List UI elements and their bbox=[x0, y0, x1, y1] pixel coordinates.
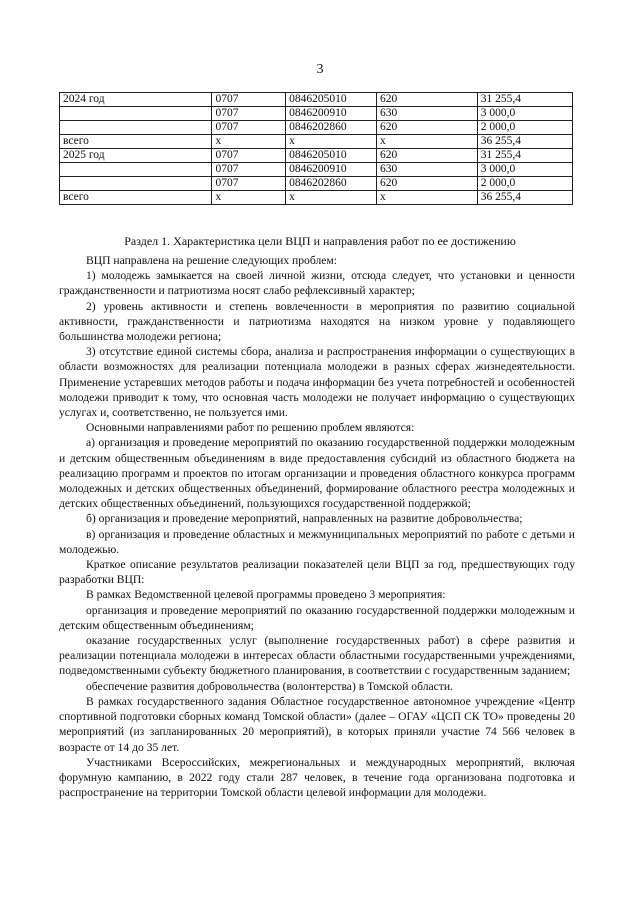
table-cell: 620 bbox=[376, 149, 477, 163]
table-cell: 2 000,0 bbox=[477, 177, 572, 191]
table-row bbox=[60, 121, 573, 135]
paragraph: Краткое описание результатов реализации показателей цели ВЦП за год, предшествующих году разработки ВЦП: bbox=[59, 558, 575, 587]
table-cell: х bbox=[376, 135, 477, 149]
table-cell: 0707 bbox=[212, 121, 286, 135]
table-cell: 0846202860 bbox=[286, 121, 377, 135]
table-cell bbox=[60, 107, 212, 121]
table-cell: х bbox=[212, 135, 286, 149]
paragraph: ВЦП направлена на решение следующих проблем: bbox=[86, 254, 337, 267]
table-row bbox=[60, 107, 573, 121]
paragraph: оказание государственных услуг (выполнение государственных работ) в сфере развития и реализации потенциала молодежи в интересах области областными государственными учреждениями, подведомственными субъекту бюджетного планирования, в соответствии с государственным заданием; bbox=[59, 634, 575, 678]
paragraph: Участниками Всероссийских, межрегиональных и международных мероприятий, включая форумную кампанию, в 2022 году стали 287 человек, в течение года организована подготовка и распространение на территории Томской области целевой информации для молодежи. bbox=[59, 755, 575, 800]
paragraph: 3) отсутствие единой системы сбора, анализа и распространения информации о существующих в области возможностях для реализации потенциала молодежи в разных сферах жизнедеятельности. Применение устаревших методов работы и подача информации без учета потребностей и особенностей молодежи приводит к тому, что основная часть молодежи не получает информацию о существующих услугах и, соответственно, не пользуется ими. bbox=[59, 345, 575, 420]
paragraph: организация и проведение мероприятий по оказанию государственной поддержки молодежным и детским общественным объединениям; bbox=[59, 603, 575, 632]
table-cell: 0846205010 bbox=[286, 93, 377, 107]
table-cell: всего bbox=[60, 191, 212, 205]
table-cell: х bbox=[376, 191, 477, 205]
section-title: Раздел 1. Характеристика цели ВЦП и направления работ по ее достижению bbox=[124, 234, 516, 248]
table-cell: 620 bbox=[376, 121, 477, 135]
body-text bbox=[59, 253, 575, 800]
table-cell: 630 bbox=[376, 107, 477, 121]
table-cell: 36 255,4 bbox=[477, 191, 572, 205]
table-cell: 2 000,0 bbox=[477, 121, 572, 135]
table-cell: всего bbox=[60, 135, 212, 149]
paragraph: В рамках государственного задания Областное государственное автономное учреждение «Центр спортивной подготовки сборных команд Томской области» (далее – ОГАУ «ЦСП СК ТО» проведены 20 мероприятий (из запланированных 20 мероприятий), в которых приняли участие 74 566 человек в возрасте от 14 до 35 лет. bbox=[59, 694, 575, 754]
budget-table bbox=[59, 92, 573, 205]
table-row bbox=[60, 135, 573, 149]
paragraph: а) организация и проведение мероприятий по оказанию государственной поддержки молодежным и детским общественным объединениям в виде предоставления субсидий из областного бюджета на реализацию программ и проектов по итогам организации и проведения областного конкурса программ молодежных и детских общественных объединений, формирование областного реестра молодежных и детских общественных объединений, пользующихся государственной поддержкой; bbox=[59, 436, 575, 511]
table-cell: 620 bbox=[376, 93, 477, 107]
paragraph: 1) молодежь замыкается на своей личной жизни, отсюда следует, что установки и ценности гражданственности и патриотизма носят слабо рефлексивный характер; bbox=[59, 269, 575, 298]
table-row bbox=[60, 163, 573, 177]
table-cell: 0846205010 bbox=[286, 149, 377, 163]
table-cell: 620 bbox=[376, 177, 477, 191]
table-cell: 0707 bbox=[212, 177, 286, 191]
table-cell: 0707 bbox=[212, 107, 286, 121]
paragraph: В рамках Ведомственной целевой программы проведено 3 мероприятия: bbox=[86, 588, 446, 602]
table-cell: 31 255,4 bbox=[477, 149, 572, 163]
table-cell: 2025 год bbox=[60, 149, 212, 163]
paragraph: обеспечение развития добровольчества (волонтерства) в Томской области. bbox=[86, 679, 453, 693]
table-cell: 3 000,0 bbox=[477, 163, 572, 177]
paragraph: в) организация и проведение областных и межмуниципальных мероприятий по работе с детьми и молодежью. bbox=[59, 527, 575, 556]
table-cell: 0707 bbox=[212, 93, 286, 107]
table-cell bbox=[60, 121, 212, 135]
table-cell: х bbox=[286, 135, 377, 149]
table-row bbox=[60, 149, 573, 163]
table-cell: 0846202860 bbox=[286, 177, 377, 191]
table-cell: х bbox=[286, 191, 377, 205]
table-cell: 2024 год bbox=[60, 93, 212, 107]
table-cell: 0707 bbox=[212, 149, 286, 163]
table-cell: 31 255,4 bbox=[477, 93, 572, 107]
table-cell bbox=[60, 163, 212, 177]
table-cell: 0846200910 bbox=[286, 107, 377, 121]
table-cell: 36 255,4 bbox=[477, 135, 572, 149]
table-cell bbox=[60, 177, 212, 191]
paragraph: б) организация и проведение мероприятий, направленных на развитие добровольчества; bbox=[86, 512, 523, 526]
page-number: 3 bbox=[316, 62, 324, 77]
table-row bbox=[60, 93, 573, 107]
table-cell: х bbox=[212, 191, 286, 205]
table-cell: 3 000,0 bbox=[477, 107, 572, 121]
table-cell: 630 bbox=[376, 163, 477, 177]
table-cell: 0846200910 bbox=[286, 163, 377, 177]
table-row bbox=[60, 191, 573, 205]
paragraph: Основными направлениями работ по решению проблем являются: bbox=[86, 421, 415, 435]
paragraph: 2) уровень активности и степень вовлеченности в мероприятия по развитию социальной активности, гражданственности и патриотизма находятся на низком уровне у подавляющего большинства молодежи региона; bbox=[59, 299, 575, 344]
table-cell: 0707 bbox=[212, 163, 286, 177]
table-row bbox=[60, 177, 573, 191]
